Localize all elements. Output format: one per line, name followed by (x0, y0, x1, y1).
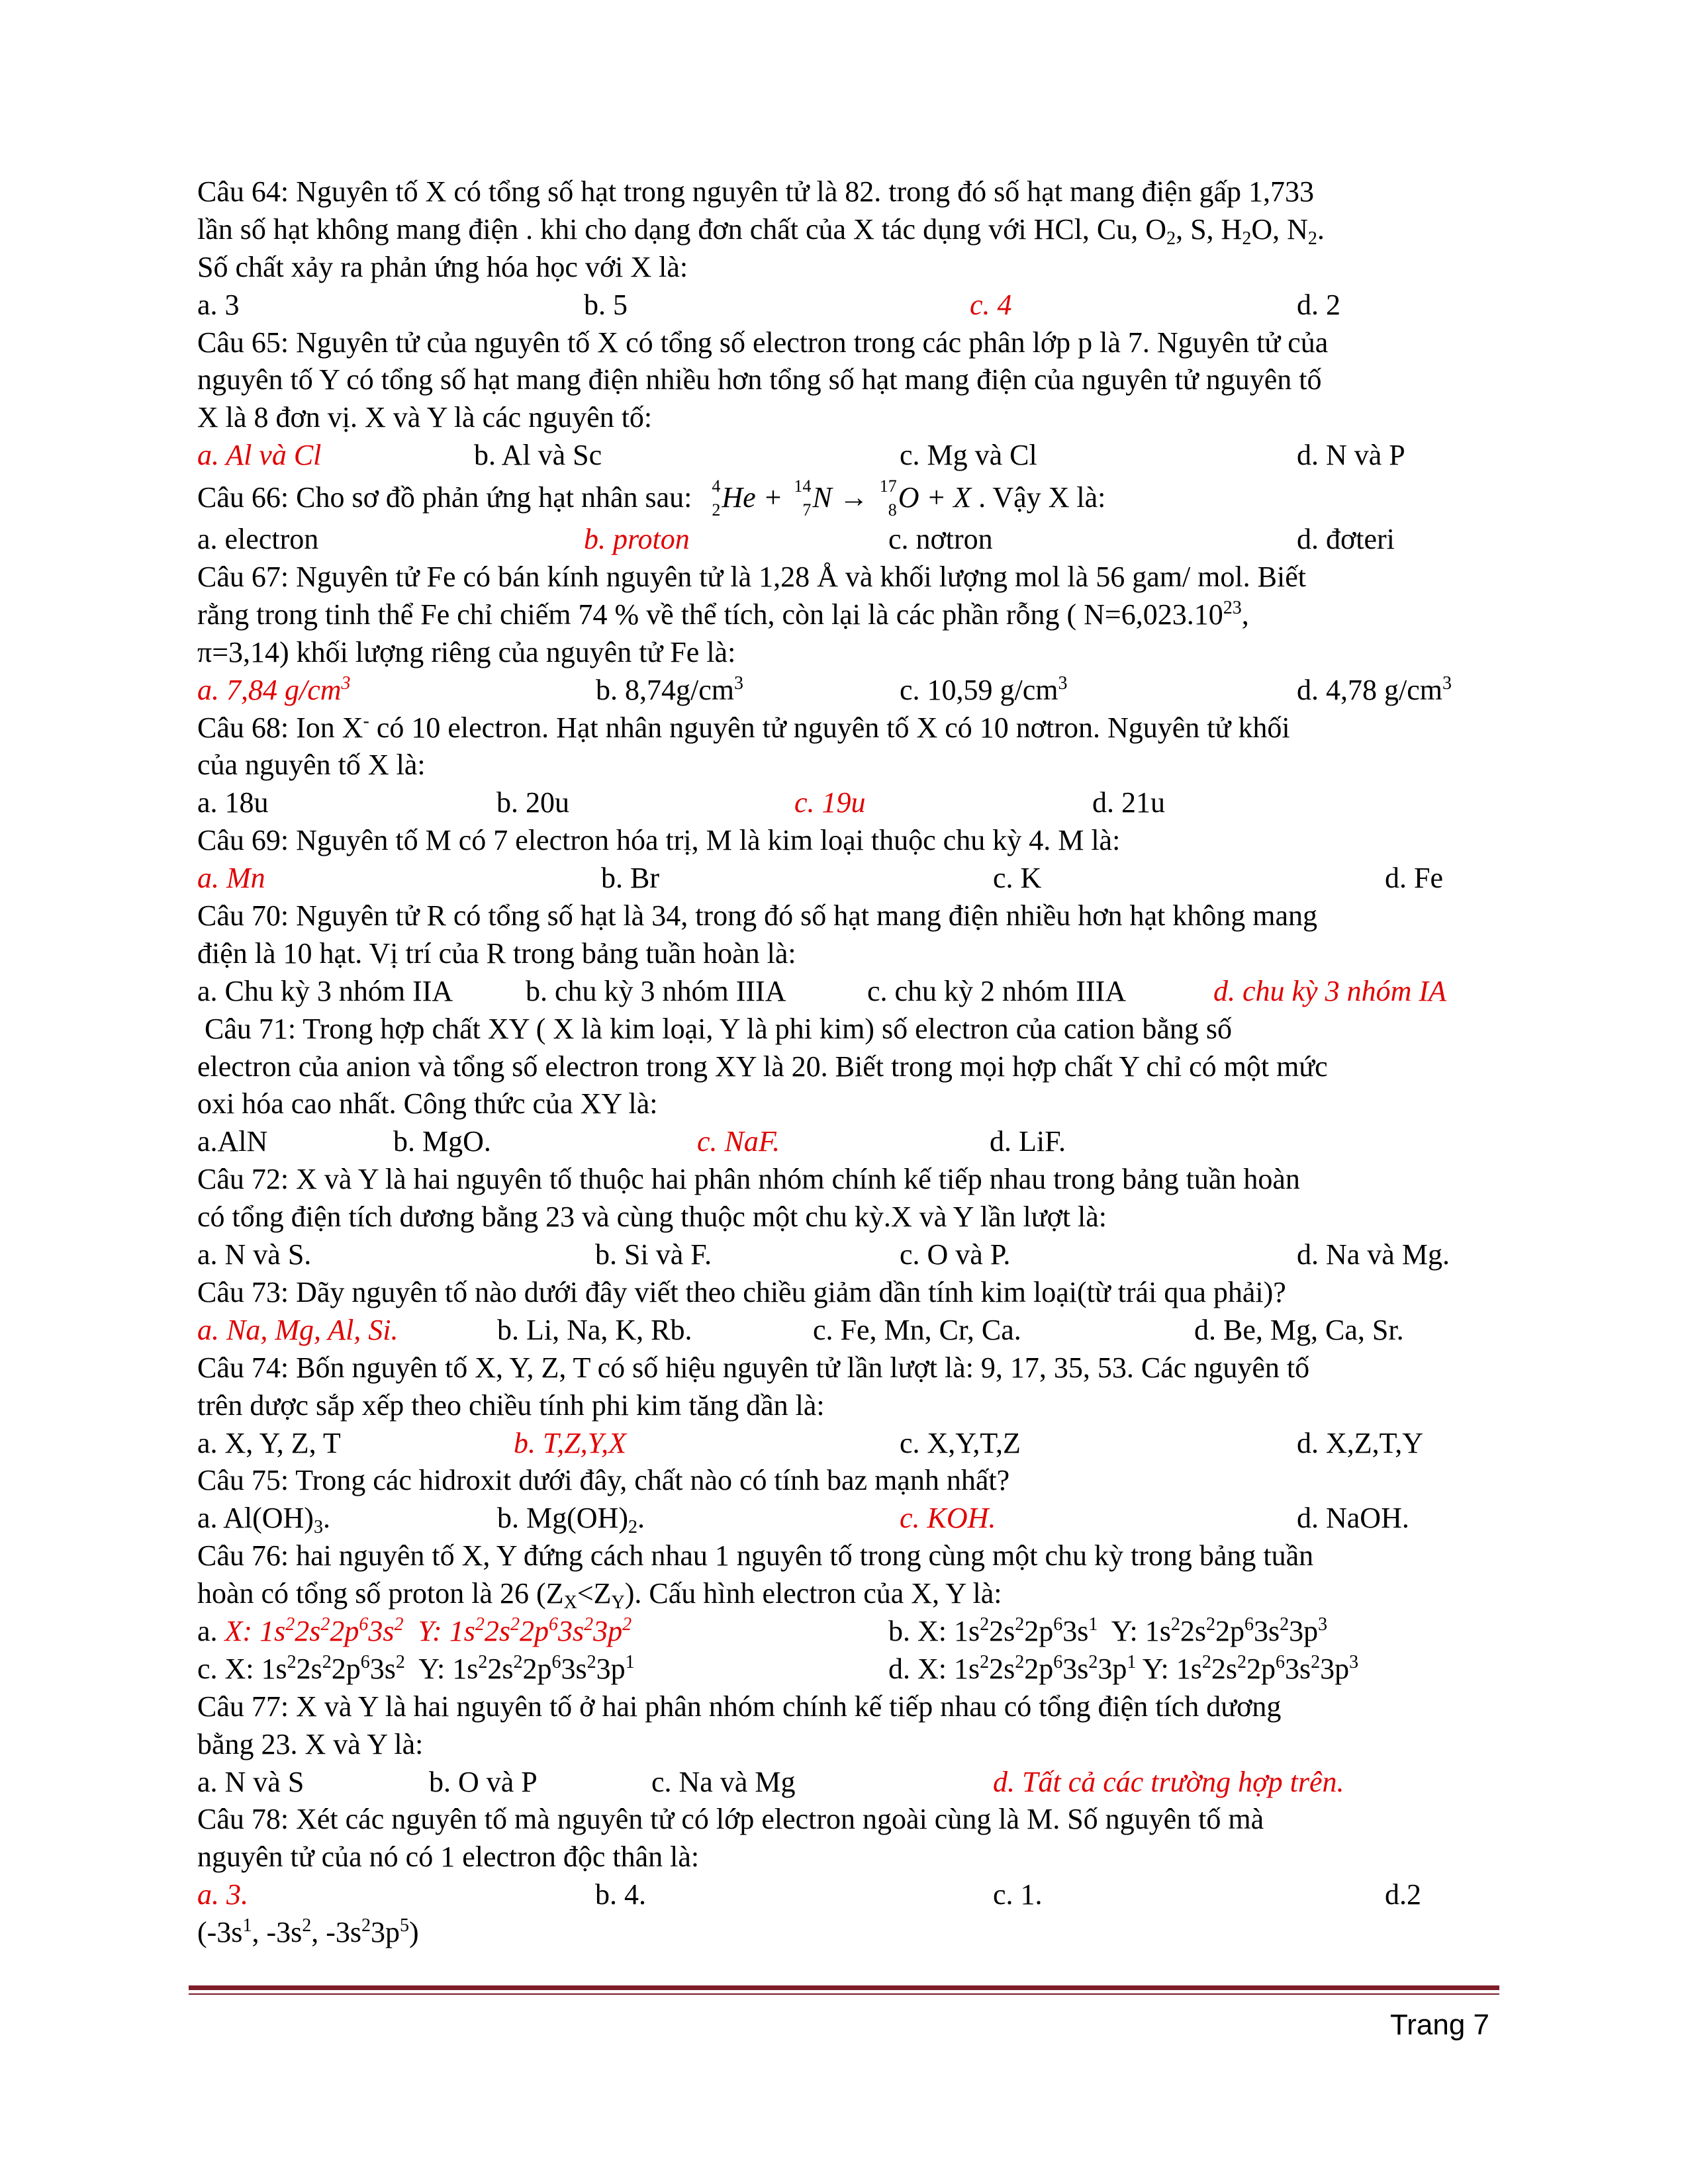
footer-rule-thin (189, 1993, 1499, 1995)
question-74-line-1: Câu 74: Bốn nguyên tố X, Y, Z, T có số hiệu nguyên tử lần lượt là: 9, 17, 35, 53. Các nguyên tố (197, 1351, 1310, 1384)
option-b: b. 5 (584, 288, 628, 321)
question-72-options (197, 1236, 1495, 1274)
option-d: d. đơteri (1297, 523, 1395, 556)
question-78-options (197, 1876, 1495, 1914)
question-76-line-2: hoàn có tổng số proton là 26 $(Z_X<Z_Y)$. Cấu hình electron của X, Y là: (197, 1577, 1002, 1614)
question-65-line-1: Câu 65: Nguyên tử của nguyên tố X có tổng số electron trong các phân lớp p là 7. Nguyên tử của (197, 326, 1329, 359)
question-64-line-3: Số chất xảy ra phản ứng hóa học với X là: (197, 250, 688, 283)
option-c-answer: c. KOH. (900, 1502, 996, 1535)
question-68-line-1: Câu 68: Ion X- có 10 electron. Hạt nhân nguyên tử nguyên tố X có 10 nơtron. Nguyên tử khối (197, 710, 1290, 744)
question-71-line-2: electron của anion và tổng số electron trong XY là 20. Biết trong mọi hợp chất Y chỉ có một mức (197, 1050, 1328, 1083)
question-65-options (197, 437, 1495, 475)
question-64-options (197, 287, 1495, 324)
option-b: b. MgO. (393, 1125, 491, 1158)
option-d: d. N và P (1297, 439, 1405, 472)
question-65-line-3: X là 8 đơn vị. X và Y là các nguyên tố: (197, 401, 653, 434)
question-71-line-1: Câu 71: Trong hợp chất XY ( X là kim loại, Y là phi kim) số electron của cation bằng số (205, 1012, 1232, 1045)
option-b: b. $8,74g/cm^3$ (596, 672, 743, 706)
question-72-line-1: Câu 72: X và Y là hai nguyên tố thuộc hai phân nhóm chính kế tiếp nhau trong bảng tuần hoàn (197, 1163, 1300, 1196)
question-76-options-cd (197, 1651, 1495, 1688)
option-c: c. X: $1s^22s^22p^63s^2$ Y: $1s^22s^22p^63s^23p^1$ (197, 1651, 635, 1685)
page-number: Trang 7 (1389, 2009, 1489, 2041)
option-c: c. K (993, 862, 1042, 895)
option-a-answer: a. Na, Mg, Al, Si. (197, 1313, 399, 1346)
question-69-options (197, 860, 1495, 897)
option-c: c. X,Y,T,Z (900, 1426, 1021, 1459)
option-c: c. Na và Mg (651, 1765, 796, 1798)
question-68-line-2: của nguyên tố X là: (197, 749, 426, 782)
option-d: d. Be, Mg, Ca, Sr. (1194, 1313, 1404, 1346)
option-d: d. NaOH. (1297, 1502, 1409, 1535)
option-a-answer: a. Mn (197, 862, 265, 895)
question-77-line-2: bằng 23. X và Y là: (197, 1727, 424, 1760)
option-b: b. 4. (595, 1878, 646, 1911)
option-c: c. O và P. (900, 1238, 1011, 1271)
question-71-options (197, 1123, 1495, 1161)
option-b: b. 20u (496, 786, 569, 819)
option-c: c. chu kỳ 2 nhóm IIIA (867, 974, 1127, 1007)
option-c: c. 10,59 $g/cm^3$ (900, 672, 1068, 706)
option-a: a. N và S (197, 1765, 305, 1798)
option-d: d. Na và Mg. (1297, 1238, 1450, 1271)
question-71-line-3: oxi hóa cao nhất. Công thức của XY là: (197, 1087, 658, 1120)
option-c: c. Mg và Cl (900, 439, 1037, 472)
document-body (197, 173, 1495, 1952)
option-b-answer: b. T,Z,Y,X (514, 1426, 626, 1459)
question-65-line-2: nguyên tố Y có tổng số hạt mang điện nhiều hơn tổng số hạt mang điện của nguyên tử nguyên tố (197, 363, 1322, 396)
option-b: b. O và P (429, 1765, 538, 1798)
option-a: a. $Al(OH)_3$. (197, 1502, 330, 1538)
option-d: d. X,Z,T,Y (1297, 1426, 1424, 1459)
question-66-options (197, 521, 1495, 559)
option-d: d. X: $1s^22s^22p^63s^23p^1$ Y: $1s^22s^22p^63s^23p^3$ (888, 1651, 1359, 1685)
question-67-line-3: π=3,14) khối lượng riêng của nguyên tử Fe là: (197, 635, 736, 668)
question-70-line-1: Câu 70: Nguyên tử R có tổng số hạt là 34, trong đó số hạt mang điện nhiều hơn hạt không mang (197, 899, 1318, 933)
option-d: d. 21u (1092, 786, 1165, 819)
question-72-line-2: có tổng điện tích dương bằng 23 và cùng thuộc một chu kỳ.X và Y lần lượt là: (197, 1201, 1107, 1234)
question-68-options (197, 784, 1495, 822)
option-c: c. Fe, Mn, Cr, Ca. (813, 1313, 1021, 1346)
option-b: b. chu kỳ 3 nhóm IIIA (526, 974, 786, 1007)
question-76-line-1: Câu 76: hai nguyên tố X, Y đứng cách nhau 1 nguyên tố trong cùng một chu kỳ trong bảng tuần (197, 1539, 1314, 1572)
question-77-options (197, 1764, 1495, 1801)
option-a: a.AlN (197, 1125, 268, 1158)
option-d-answer: d. chu kỳ 3 nhóm IA (1213, 974, 1446, 1007)
option-d: d. 2 (1297, 288, 1340, 321)
question-67-line-2: rằng trong tinh thể Fe chỉ chiếm 74 % về thể tích, còn lại là các phần rỗng ( $N=6,023.10^{23}$, (197, 597, 1249, 631)
option-d: d.2 (1385, 1878, 1421, 1911)
option-c-answer: c. 19u (794, 786, 866, 819)
option-d: d. Fe (1385, 862, 1443, 895)
option-b: b. $Mg(OH)_2$. (497, 1502, 645, 1538)
option-c: c. nơtron (888, 523, 993, 556)
option-a: a. N và S. (197, 1238, 312, 1271)
option-a: a. 18u (197, 786, 269, 819)
option-a: a. X, Y, Z, T (197, 1426, 341, 1459)
question-73-options (197, 1312, 1495, 1349)
option-b: b. X: $1s^22s^22p^63s^1$ Y: $1s^22s^22p^63s^23p^3$ (888, 1614, 1328, 1647)
option-d-answer: d. Tất cả các trường hợp trên. (993, 1765, 1344, 1798)
question-74-line-2: trên dược sắp xếp theo chiều tính phi kim tăng dần là: (197, 1388, 825, 1422)
option-a-answer: a. X: $1s^22s^22p^63s^2$ Y: $1s^22s^22p^63s^23p^2$ (197, 1614, 632, 1647)
option-b: b. Al và Sc (474, 439, 602, 472)
question-75-line-1: Câu 75: Trong các hidroxit dưới đây, chất nào có tính baz mạnh nhất? (197, 1464, 1010, 1497)
option-b: b. Li, Na, K, Rb. (497, 1313, 692, 1346)
question-74-options (197, 1425, 1495, 1463)
option-d: d. LiF. (990, 1125, 1066, 1158)
option-b: b. Br (601, 862, 659, 895)
option-c-answer: c. NaF. (697, 1125, 780, 1158)
question-67-line-1: Câu 67: Nguyên tử Fe có bán kính nguyên tử là 1,28 Å và khối lượng mol là 56 gam/ mol. Biết (197, 561, 1306, 594)
option-a-answer: a. 7,84 $g/cm^3$ (197, 672, 351, 706)
question-76-options-ab (197, 1613, 1495, 1651)
nuclear-equation: 4 2 He + 14 7 N → 17 8 O + X (712, 477, 972, 520)
question-78-note: ($-3s^1$, $-3s^2$, $-3s^23p^5$) (197, 1915, 419, 1949)
option-b: b. Si và F. (595, 1238, 712, 1271)
question-70-line-2: điện là 10 hạt. Vị trí của R trong bảng tuần hoàn là: (197, 936, 796, 970)
question-64-line-2: lần số hạt không mang điện . khi cho dạng đơn chất của X tác dụng với HCl, Cu, $O_2$, S, $H_2O$, $N_2$. (197, 212, 1325, 249)
option-a: a. electron (197, 523, 319, 556)
option-a-answer: a. 3. (197, 1878, 248, 1911)
question-78-line-2: nguyên tử của nó có 1 electron độc thân là: (197, 1841, 700, 1874)
question-78-line-1: Câu 78: Xét các nguyên tố mà nguyên tử có lớp electron ngoài cùng là M. Số nguyên tố mà (197, 1803, 1264, 1836)
question-75-options (197, 1500, 1495, 1537)
question-73-line-1: Câu 73: Dãy nguyên tố nào dưới đây viết theo chiều giảm dần tính kim loại(từ trái qua phải)? (197, 1275, 1286, 1308)
option-d: d. 4,78 $g/cm^3$ (1297, 672, 1452, 706)
footer-rule-thick (189, 1985, 1499, 1990)
question-77-line-1: Câu 77: X và Y là hai nguyên tố ở hai phân nhóm chính kế tiếp nhau có tổng điện tích dương (197, 1690, 1282, 1723)
question-70-options (197, 973, 1495, 1011)
question-67-options (197, 672, 1495, 709)
option-a: a. Chu kỳ 3 nhóm IIA (197, 974, 453, 1007)
option-c: c. 1. (993, 1878, 1043, 1911)
option-a-answer: a. Al và Cl (197, 439, 322, 472)
question-66-line-1: Câu 66: Cho sơ đồ phản ứng hạt nhân sau: 4 2 He + 14 7 N → 17 8 O + X . Vậy X là: (197, 477, 1106, 520)
option-c-answer: c. 4 (970, 288, 1012, 321)
option-b-answer: b. proton (584, 523, 690, 556)
question-69-line-1: Câu 69: Nguyên tố M có 7 electron hóa trị, M là kim loại thuộc chu kỳ 4. M là: (197, 824, 1121, 857)
question-64-line-1: Câu 64: Nguyên tố X có tổng số hạt trong nguyên tử là 82. trong đó số hạt mang điện gấp 1,733 (197, 175, 1315, 208)
option-a: a. 3 (197, 288, 240, 321)
